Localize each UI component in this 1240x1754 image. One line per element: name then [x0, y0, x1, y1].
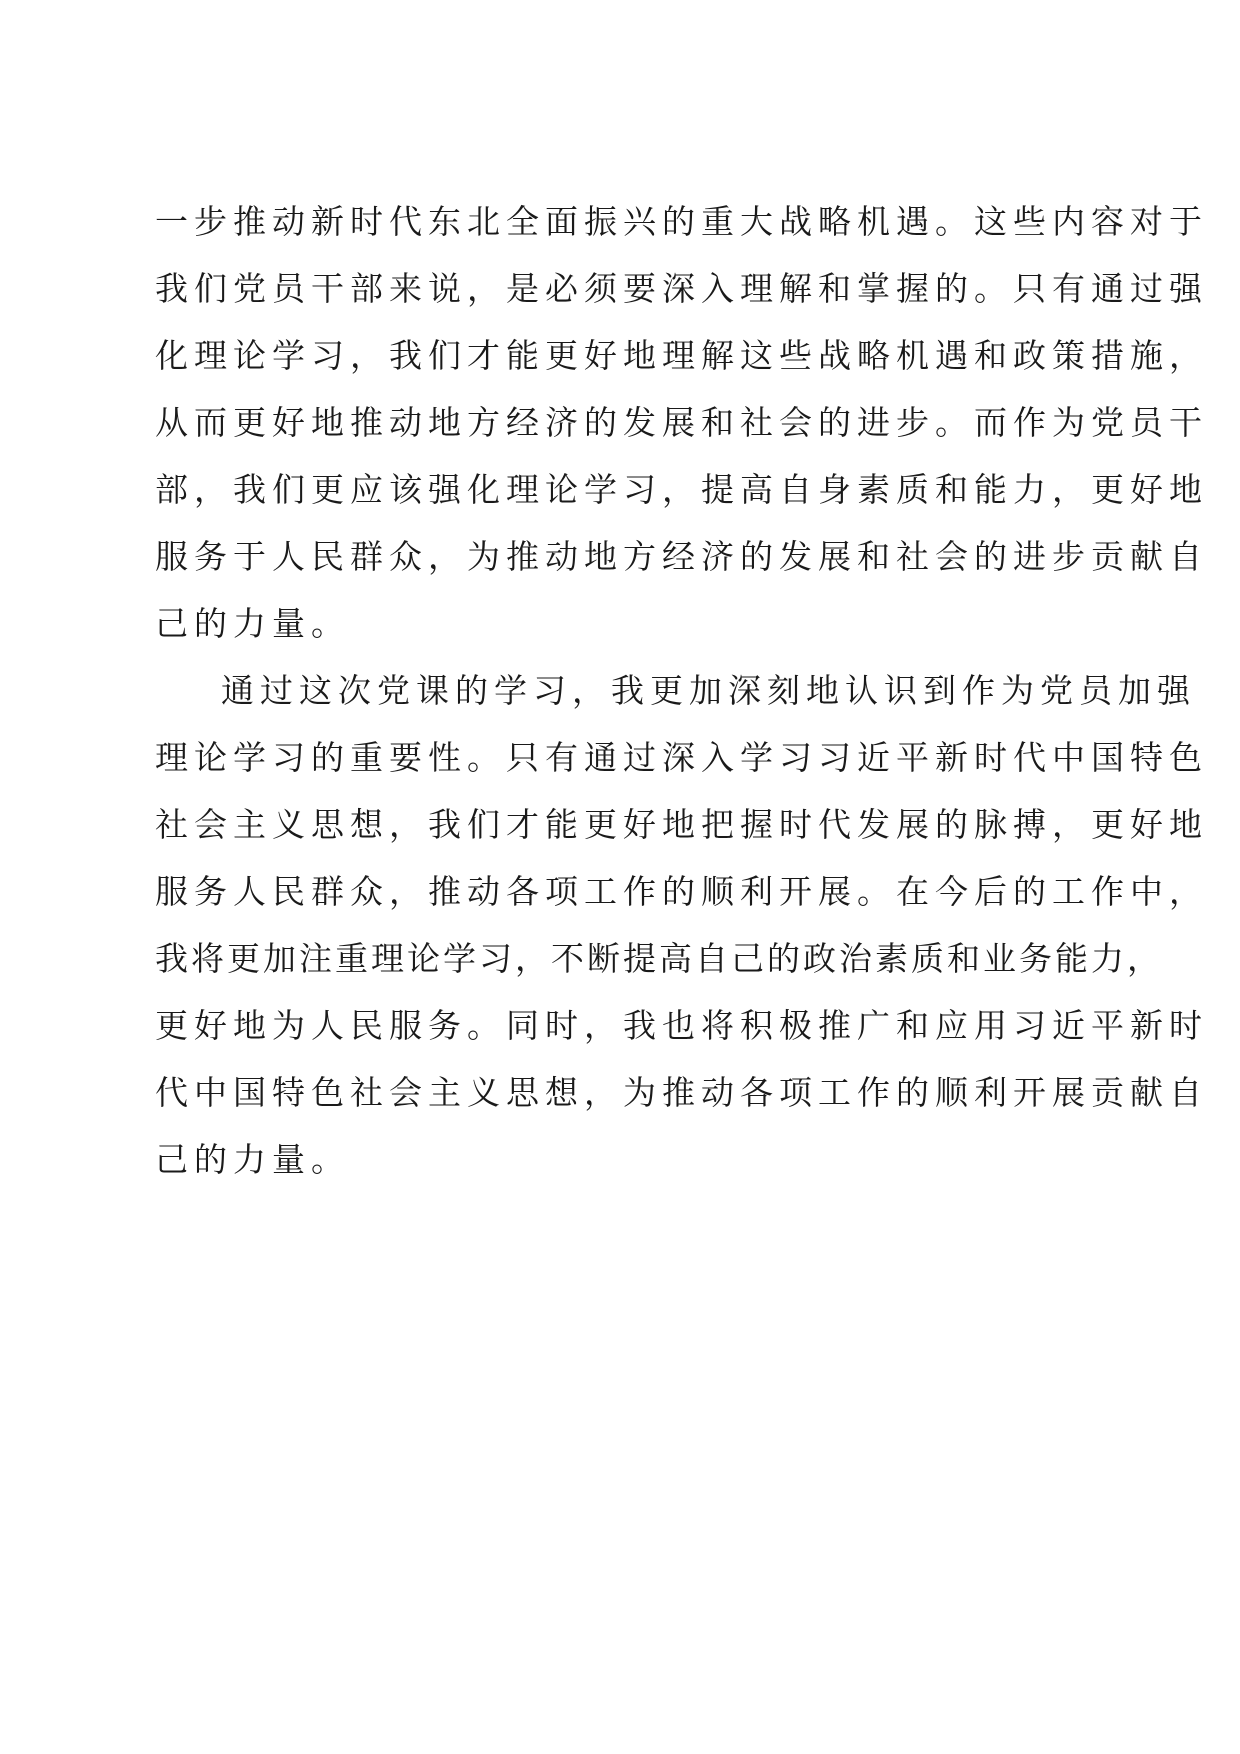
- text-line: 一步推动新时代东北全面振兴的重大战略机遇。这些内容对于: [155, 202, 1208, 241]
- text-line: 部，我们更应该强化理论学习，提高自身素质和能力，更好地: [155, 470, 1208, 509]
- text-line: 更好地为人民服务。同时，我也将积极推广和应用习近平新时: [155, 1006, 1208, 1045]
- text-line: 服务人民群众，推动各项工作的顺利开展。在今后的工作中，: [155, 872, 1208, 911]
- text-line: 理论学习的重要性。只有通过深入学习习近平新时代中国特色: [155, 738, 1208, 777]
- text-line: 服务于人民群众，为推动地方经济的发展和社会的进步贡献自: [155, 537, 1208, 576]
- body-text: [155, 188, 1208, 1193]
- text-line: 己的力量。: [155, 604, 350, 643]
- text-line: 我将更加注重理论学习，不断提高自己的政治素质和业务能力，: [155, 939, 1163, 978]
- text-line: 我们党员干部来说，是必须要深入理解和掌握的。只有通过强: [155, 269, 1208, 308]
- text-line: 己的力量。: [155, 1140, 350, 1179]
- text-line: 社会主义思想，我们才能更好地把握时代发展的脉搏，更好地: [155, 805, 1208, 844]
- text-line: 代中国特色社会主义思想，为推动各项工作的顺利开展贡献自: [155, 1073, 1208, 1112]
- text-line-indented: 通过这次党课的学习，我更加深刻地认识到作为党员加强: [221, 671, 1196, 710]
- text-line: 化理论学习，我们才能更好地理解这些战略机遇和政策措施，: [155, 336, 1208, 375]
- text-line: 从而更好地推动地方经济的发展和社会的进步。而作为党员干: [155, 403, 1208, 442]
